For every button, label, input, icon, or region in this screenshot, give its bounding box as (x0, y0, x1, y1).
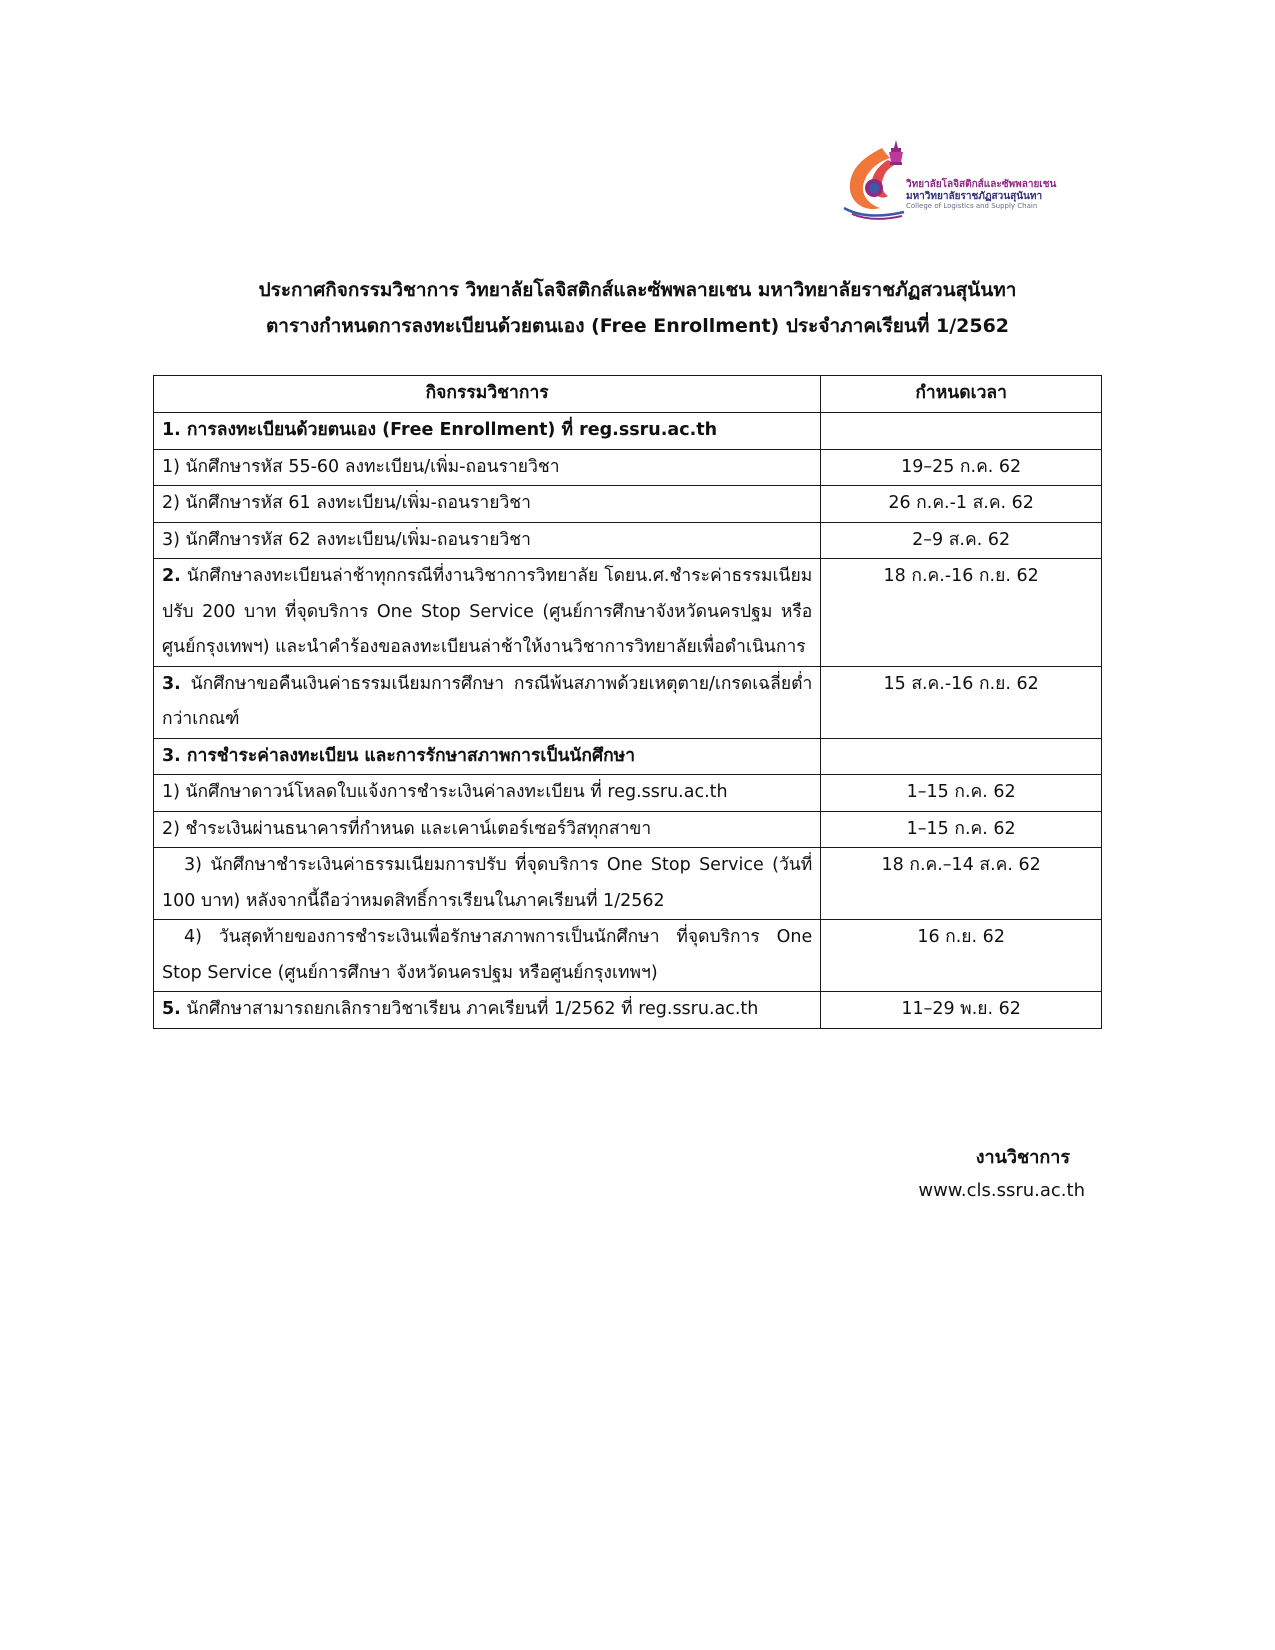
department-signature: งานวิชาการ (975, 1147, 1070, 1168)
page-subtitle: ตารางกำหนดการลงทะเบียนด้วยตนเอง (Free Enrollment) ประจำภาคเรียนที่ 1/2562 (265, 315, 1010, 337)
logo-name-thai-college: วิทยาลัยโลจิสติกส์และซัพพลายเชน (906, 179, 1057, 190)
item-text: นักศึกษาลงทะเบียนล่าช้าทุกกรณีที่งานวิชาการวิทยาลัย โดยน.ศ.ชำระค่าธรรมเนียมปรับ 200 บาท ที่จุดบริการ One Stop Service (ศูนย์การศึกษาจังหวัดนครปฐม หรือศูนย์กรุงเทพฯ) และนำคำร้องขอลงทะเบียนล่าช้าให้งานวิชาการวิทยาลัยเพื่อดำเนินการ (162, 566, 813, 657)
logo-name-thai-university: มหาวิทยาลัยราชภัฏสวนสุนันทา (906, 191, 1043, 202)
activity-item: 1) นักศึกษาดาวน์โหลดใบแจ้งการชำระเงินค่าลงทะเบียน ที่ reg.ssru.ac.th (154, 775, 821, 812)
section-heading: 1. การลงทะเบียนด้วยตนเอง (Free Enrollment) ที่ reg.ssru.ac.th (154, 413, 821, 450)
college-logo (838, 138, 1088, 224)
section-heading: 3. การชำระค่าลงทะเบียน และการรักษาสภาพการเป็นนักศึกษา (154, 738, 821, 775)
activity-item: 2) ชำระเงินผ่านธนาคารที่กำหนด และเคาน์เตอร์เซอร์วิสทุกสาขา (154, 811, 821, 848)
table-row (154, 775, 1102, 812)
schedule-table (153, 375, 1102, 1029)
logo-emblem-icon (838, 138, 908, 224)
website-link[interactable]: www.cls.ssru.ac.th (918, 1180, 1085, 1201)
activity-column-header: กิจกรรมวิชาการ (154, 376, 821, 413)
table-header-row (154, 376, 1102, 413)
item-number: 2. (162, 566, 181, 586)
table-row (154, 920, 1102, 992)
schedule-time: 2–9 ส.ค. 62 (821, 522, 1102, 559)
activity-item: 1) นักศึกษารหัส 55-60 ลงทะเบียน/เพิ่ม-ถอนรายวิชา (154, 449, 821, 486)
item-number: 5. (162, 999, 181, 1019)
table-row (154, 559, 1102, 667)
table-row (154, 449, 1102, 486)
page-title: ประกาศกิจกรรมวิชาการ วิทยาลัยโลจิสติกส์และซัพพลายเชน มหาวิทยาลัยราชภัฏสวนสุนันทา (258, 279, 1017, 301)
table-row (154, 992, 1102, 1029)
table-row (154, 848, 1102, 920)
table-row (154, 666, 1102, 738)
activity-item: 2) นักศึกษารหัส 61 ลงทะเบียน/เพิ่ม-ถอนรายวิชา (154, 486, 821, 523)
activity-item: 4) วันสุดท้ายของการชำระเงินเพื่อรักษาสภาพการเป็นนักศึกษา ที่จุดบริการ One Stop Service (ศูนย์การศึกษา จังหวัดนครปฐม หรือศูนย์กรุงเทพฯ) (154, 920, 821, 992)
schedule-time (821, 413, 1102, 450)
activity-item (154, 559, 821, 667)
schedule-time: 16 ก.ย. 62 (821, 920, 1102, 992)
schedule-time: 18 ก.ค.-16 ก.ย. 62 (821, 559, 1102, 667)
table-row (154, 738, 1102, 775)
table-row (154, 522, 1102, 559)
schedule-time: 1–15 ก.ค. 62 (821, 811, 1102, 848)
time-column-header: กำหนดเวลา (821, 376, 1102, 413)
activity-item (154, 992, 821, 1029)
schedule-time: 15 ส.ค.-16 ก.ย. 62 (821, 666, 1102, 738)
schedule-time: 11–29 พ.ย. 62 (821, 992, 1102, 1029)
schedule-time: 26 ก.ค.-1 ส.ค. 62 (821, 486, 1102, 523)
logo-name-english: College of Logistics and Supply Chain (906, 202, 1038, 210)
activity-item (154, 666, 821, 738)
activity-item: 3) นักศึกษาชำระเงินค่าธรรมเนียมการปรับ ที่จุดบริการ One Stop Service (วันที่ 100 บาท) หลังจากนี้ถือว่าหมดสิทธิ์การเรียนในภาคเรียนที่ 1/2562 (154, 848, 821, 920)
table-row (154, 811, 1102, 848)
item-text: นักศึกษาขอคืนเงินค่าธรรมเนียมการศึกษา กรณีพ้นสภาพด้วยเหตุตาย/เกรดเฉลี่ยต่ำกว่าเกณฑ์ (162, 673, 813, 729)
table-row (154, 486, 1102, 523)
table-row (154, 413, 1102, 450)
schedule-time (821, 738, 1102, 775)
schedule-time: 18 ก.ค.–14 ส.ค. 62 (821, 848, 1102, 920)
item-text: นักศึกษาสามารถยกเลิกรายวิชาเรียน ภาคเรียนที่ 1/2562 ที่ reg.ssru.ac.th (180, 999, 759, 1019)
activity-item: 3) นักศึกษารหัส 62 ลงทะเบียน/เพิ่ม-ถอนรายวิชา (154, 522, 821, 559)
schedule-time: 1–15 ก.ค. 62 (821, 775, 1102, 812)
schedule-time: 19–25 ก.ค. 62 (821, 449, 1102, 486)
item-number: 3. (162, 673, 181, 694)
